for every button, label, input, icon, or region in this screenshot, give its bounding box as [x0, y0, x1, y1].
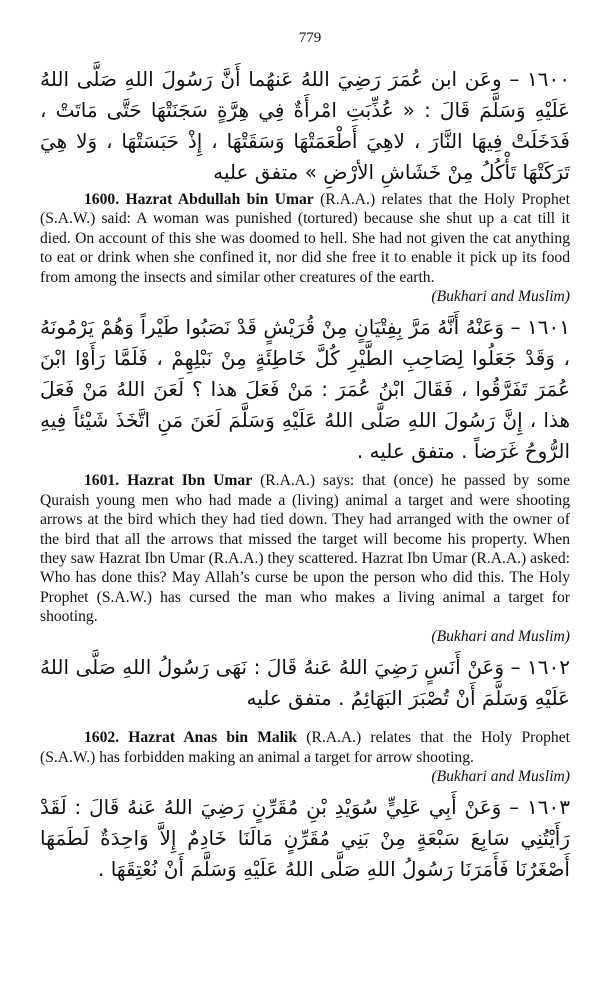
arabic-text: ١٦٠٣ – وَعَنْ أَبِي عَلِيٍّ سُوَيْدِ بْنِ مُقَرِّنٍ رَضِيَ اللهُ عَنهُ قَالَ : لَقَدْ رَأَيْتُنِي سَابِعَ سَبْعَةٍ مِنْ بَنِي مُقَرِّنٍ مَالَنَا خَادِمٌ إِلاَّ وَاحِدَةٌ لَطَمَهَا أَصْغَرُنَا فَأَمَرَنَا رَسُولُ اللهِ صَلَّى اللهُ عَلَيْهِ وَسَلَّمَ أَنْ نُعْتِقَهَا .: [40, 795, 570, 882]
translation-body: (R.A.A.) relates that the Holy Prophet (S.A.W.) has forbidden making an animal a target for arrow shooting.: [40, 729, 570, 766]
hadith-source: (Bukhari and Muslim): [431, 288, 570, 306]
narrator-name: Hazrat Ibn Umar: [127, 472, 253, 490]
narrator-name: Hazrat Abdullah bin Umar: [125, 191, 314, 208]
narrator-name: Hazrat Anas bin Malik: [128, 729, 298, 747]
arabic-text: ١٦٠٠ – وعَن ابن عُمَرَ رَضِيَ اللهُ عَنهُما أَنَّ رَسُولَ اللهِ صَلَّى اللهُ عَلَيْهِ وَسَلَّمَ قَالَ : « عُذِّبَتِ امْرأَةٌ فِي هِرَّةٍ سَجَنَتْهَا حَتَّى مَاتَتْ ، فَدَخَلَتْ فِيهَا النَّارَ ، لاهِيَ أَطْعَمَتْهَا وَسَقَتْهَا ، إِذْ حَبَسَتْهَا ، وَلا هِيَ تَرَكَتْهَا تَأْكُلُ مِنْ خَشَاشِ الأرْضِ » متفق عليه: [40, 67, 570, 184]
hadith-1603: [40, 792, 570, 885]
hadith-source: (Bukhari and Muslim): [431, 767, 570, 785]
hadith-source: (Bukhari and Muslim): [431, 627, 570, 645]
hadith-1600: [40, 64, 570, 306]
arabic-text: ١٦٠١ – وَعَنْهُ أَنَّهُ مَرَّ بِفِتْيَانٍ مِنْ قُرَيْشٍ قَدْ نَصَبُوا طَيْراً وَهُمْ يَرْمُونَهُ ، وَقَدْ جَعَلُوا لِصَاحِبِ الطَّيْرِ كُلَّ خَاطِئَةٍ مِنْ نَبْلِهِمْ ، فَلَمَّا رَأَوْا ابْنَ عُمَرَ تَفَرَّقُوا ، فَقَالَ ابْنُ عُمَرَ : مَنْ فَعَلَ هذا ؟ لَعَنَ اللهُ مَنْ فَعَلَ هذا ، إِنَّ رَسُولَ اللهِ صَلَّى اللهُ عَلَيْهِ وَسَلَّمَ لَعَنَ مَنِ اتَّخَذَ شَيْئاً فِيهِ الرُّوحُ غَرَضاً . متفق عليه .: [40, 315, 570, 464]
hadith-number: 1601.: [84, 472, 120, 490]
hadith-number: 1600.: [84, 191, 120, 208]
english-translation: [40, 728, 570, 767]
english-translation: [40, 190, 570, 287]
page-number: 779: [298, 30, 322, 46]
hadith-1602: [40, 652, 570, 786]
hadith-1601: [40, 312, 570, 646]
hadith-number: 1602.: [84, 729, 120, 747]
translation-body: (R.A.A.) says: that (once) he passed by some Quraish young men who had made a (living) animal a target and were shooting arrows at the bird which they had tied down. They had arranged with the owner of the bird that all the arrows that missed the target will become his property. When they saw Hazrat Ibn Umar (R.A.A.) they scattered. Hazrat Ibn Umar (R.A.A.) asked: Who has done this? May Allah’s curse be upon the person who did this. The Holy Prophet (S.A.W.) has cursed the man who makes a living animal a target for shooting.: [40, 472, 570, 626]
english-translation: [40, 471, 570, 626]
translation-body: (R.A.A.) relates that the Holy Prophet (S.A.W.) said: A woman was punished (tortured) because she shut up a cat till it died. On account of this she was doomed to hell. She had not given the cat anything to eat or drink when she confined it, nor did she free it to enable it pick up its food from among the insects and similar other creatures of the earth.: [40, 191, 571, 286]
arabic-text: ١٦٠٢ – وَعَنْ أَنَسٍ رَضِيَ اللهُ عَنهُ قَالَ : نَهَى رَسُولُ اللهِ صَلَّى اللهُ عَلَيْهِ وَسَلَّمَ أَنْ تُصْبَرَ البَهَائِمُ . متفق عليه: [40, 655, 570, 711]
